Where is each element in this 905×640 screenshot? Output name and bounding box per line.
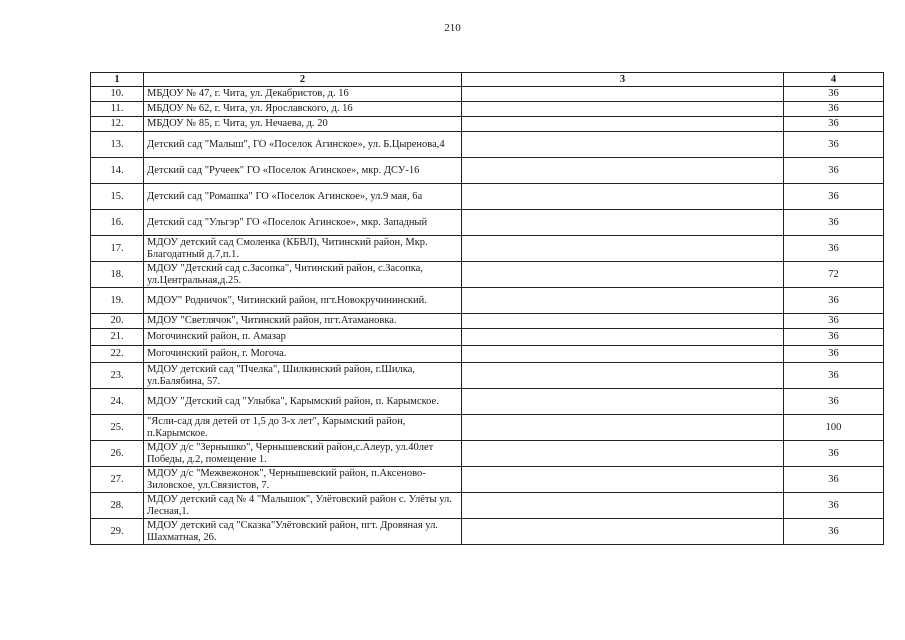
table-row	[91, 329, 884, 346]
institution-name: МДОУ детский сад Смоленка (КБВЛ), Читинский район, Мкр. Благодатный д.7,п.1.	[144, 236, 462, 262]
row-number: 17.	[91, 236, 144, 262]
institution-name: Детский сад "Ульгэр" ГО «Поселок Агинское», мкр. Западный	[144, 210, 462, 236]
table-row	[91, 288, 884, 314]
capacity-value: 36	[784, 184, 884, 210]
capacity-value: 36	[784, 236, 884, 262]
table-row	[91, 519, 884, 545]
row-number: 19.	[91, 288, 144, 314]
row-number: 21.	[91, 329, 144, 346]
column-3-cell	[462, 158, 784, 184]
row-number: 29.	[91, 519, 144, 545]
row-number: 22.	[91, 346, 144, 363]
column-3-cell	[462, 389, 784, 415]
table-row	[91, 346, 884, 363]
column-3-cell	[462, 132, 784, 158]
table-row	[91, 184, 884, 210]
capacity-value: 36	[784, 158, 884, 184]
table-row	[91, 132, 884, 158]
column-3-cell	[462, 102, 784, 117]
institution-name: МДОУ д/с "Межвежонок", Чернышевский район, п.Аксеново-Зиловское, ул.Связистов, 7.	[144, 467, 462, 493]
table-row	[91, 441, 884, 467]
table-row	[91, 467, 884, 493]
institution-name: Могочинский район, г. Могоча.	[144, 346, 462, 363]
column-3-cell	[462, 493, 784, 519]
capacity-value: 72	[784, 262, 884, 288]
column-3-cell	[462, 262, 784, 288]
table-row	[91, 117, 884, 132]
capacity-value: 36	[784, 87, 884, 102]
capacity-value: 36	[784, 132, 884, 158]
table-row	[91, 493, 884, 519]
column-3-cell	[462, 184, 784, 210]
institution-name: МДОУ детский сад "Пчелка", Шилкинский район, г.Шилка, ул.Балябина, 57.	[144, 363, 462, 389]
capacity-value: 36	[784, 346, 884, 363]
row-number: 13.	[91, 132, 144, 158]
table-row	[91, 415, 884, 441]
table-row	[91, 236, 884, 262]
table-row	[91, 210, 884, 236]
table-row	[91, 262, 884, 288]
header-col-2: 2	[144, 73, 462, 87]
header-col-3: 3	[462, 73, 784, 87]
column-3-cell	[462, 363, 784, 389]
capacity-value: 36	[784, 493, 884, 519]
capacity-value: 36	[784, 117, 884, 132]
row-number: 26.	[91, 441, 144, 467]
row-number: 11.	[91, 102, 144, 117]
capacity-value: 100	[784, 415, 884, 441]
row-number: 18.	[91, 262, 144, 288]
institution-name: "Ясли-сад для детей от 1,5 до 3-х лет", Карымский район, п.Карымское.	[144, 415, 462, 441]
capacity-value: 36	[784, 210, 884, 236]
institution-name: Детский сад "Малыш", ГО «Поселок Агинское», ул. Б.Цыренова,4	[144, 132, 462, 158]
row-number: 24.	[91, 389, 144, 415]
capacity-value: 36	[784, 102, 884, 117]
page-number: 210	[444, 22, 461, 34]
institution-name: Детский сад "Ромашка" ГО «Поселок Агинское», ул.9 мая, 6а	[144, 184, 462, 210]
row-number: 14.	[91, 158, 144, 184]
institution-name: МДОУ "Светлячок", Читинский район, пгт.Атамановка.	[144, 314, 462, 329]
institution-name: МДОУ "Детский сад "Улыбка", Карымский район, п. Карымское.	[144, 389, 462, 415]
capacity-value: 36	[784, 467, 884, 493]
row-number: 27.	[91, 467, 144, 493]
row-number: 25.	[91, 415, 144, 441]
capacity-value: 36	[784, 314, 884, 329]
institution-name: Детский сад "Ручеек" ГО «Поселок Агинское», мкр. ДСУ-16	[144, 158, 462, 184]
row-number: 10.	[91, 87, 144, 102]
institution-name: МБДОУ № 62, г. Чита, ул. Ярославского, д. 16	[144, 102, 462, 117]
column-3-cell	[462, 288, 784, 314]
header-col-4: 4	[784, 73, 884, 87]
table-row	[91, 87, 884, 102]
institutions-table	[90, 72, 884, 545]
row-number: 16.	[91, 210, 144, 236]
institution-name: МДОУ детский сад "Сказка"Улётовский район, пгт. Дровяная ул. Шахматная, 26.	[144, 519, 462, 545]
column-3-cell	[462, 441, 784, 467]
institution-name: МБДОУ № 85, г. Чита, ул. Нечаева, д. 20	[144, 117, 462, 132]
row-number: 20.	[91, 314, 144, 329]
row-number: 12.	[91, 117, 144, 132]
row-number: 23.	[91, 363, 144, 389]
column-3-cell	[462, 415, 784, 441]
table-header-row	[91, 73, 884, 87]
header-col-1: 1	[91, 73, 144, 87]
capacity-value: 36	[784, 519, 884, 545]
table-row	[91, 314, 884, 329]
institution-name: МДОУ детский сад № 4 "Малышок", Улётовский район с. Улёты ул. Лесная,1.	[144, 493, 462, 519]
column-3-cell	[462, 519, 784, 545]
table-row	[91, 158, 884, 184]
capacity-value: 36	[784, 329, 884, 346]
institution-name: МДОУ "Детский сад с.Засопка", Читинский район, с.Засопка, ул.Центральная,д.25.	[144, 262, 462, 288]
capacity-value: 36	[784, 288, 884, 314]
table-row	[91, 363, 884, 389]
institution-name: МДОУ д/с "Зернышко", Чернышевский район,с.Алеур, ул.40лет Победы, д.2, помещение 1.	[144, 441, 462, 467]
column-3-cell	[462, 467, 784, 493]
table-row	[91, 389, 884, 415]
column-3-cell	[462, 346, 784, 363]
column-3-cell	[462, 210, 784, 236]
institution-name: Могочинский район, п. Амазар	[144, 329, 462, 346]
column-3-cell	[462, 117, 784, 132]
column-3-cell	[462, 236, 784, 262]
table-body	[91, 87, 884, 545]
capacity-value: 36	[784, 441, 884, 467]
institution-name: МБДОУ № 47, г. Чита, ул. Декабристов, д. 16	[144, 87, 462, 102]
institution-name: МДОУ" Родничок", Читинский район, пгт.Новокручининский.	[144, 288, 462, 314]
row-number: 15.	[91, 184, 144, 210]
column-3-cell	[462, 314, 784, 329]
table-row	[91, 102, 884, 117]
column-3-cell	[462, 329, 784, 346]
row-number: 28.	[91, 493, 144, 519]
capacity-value: 36	[784, 389, 884, 415]
capacity-value: 36	[784, 363, 884, 389]
column-3-cell	[462, 87, 784, 102]
